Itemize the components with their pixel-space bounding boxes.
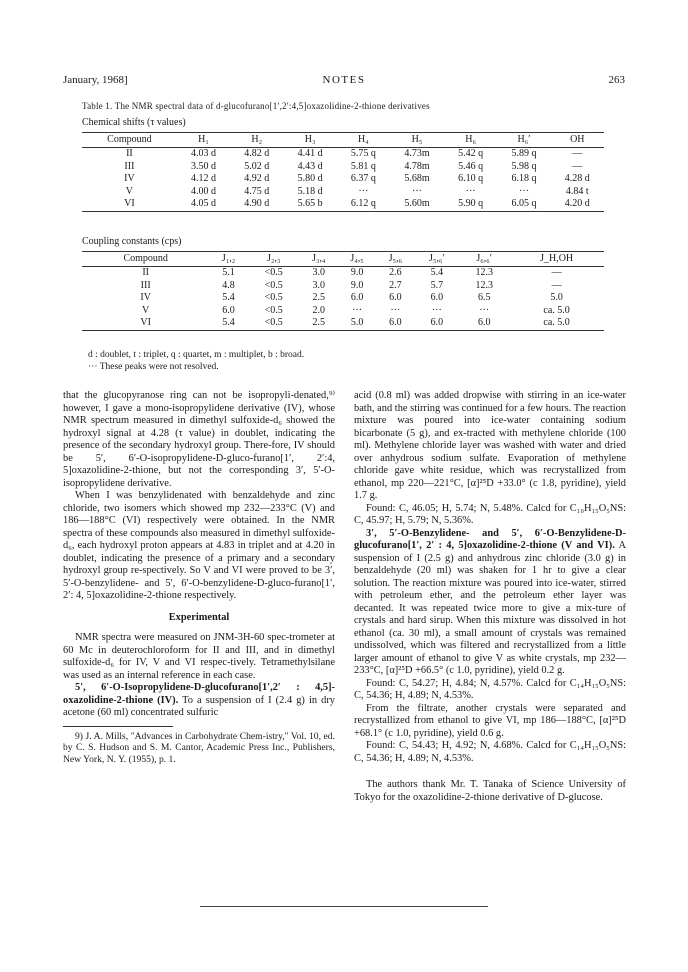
compound-cell: IV xyxy=(140,292,151,304)
value-cell: 5.0 xyxy=(550,292,563,304)
value-cell: <0.5 xyxy=(264,267,283,279)
value-cell: 6.0 xyxy=(389,292,402,304)
value-cell: ··· xyxy=(479,304,490,316)
value-cell: — xyxy=(551,279,562,291)
left-column xyxy=(63,390,335,765)
value-cell: 6.05 q xyxy=(497,198,550,211)
value-cell: 5.4 xyxy=(222,292,235,304)
coupling-column-header: J₁,₂ xyxy=(209,252,247,267)
analysis-line: Found: C, 54.43; H, 4.92; N, 4.68%. Calcd for C₁₄H₁₅O₅NS: C, 54.36; H, 4.89; N, 4.53%. xyxy=(354,740,626,764)
compound-cell: V xyxy=(125,185,134,197)
value-cell: 5.81 q xyxy=(350,160,376,172)
value-cell: 4.00 d xyxy=(190,185,216,197)
value-cell: ··· xyxy=(518,185,529,197)
paragraph-text: A suspension of I (2.5 g) and anhydrous zinc chloride (3.0 g) in benzaldehyde (20 ml) was shaken for 1 hr to give a clear solution. The reaction mixture was poured into ice-water, stirred with petroleum ether, and the petroleum ether layer was decanted. It was repeated twice more to give a mix-ture of crystals and hard sirup. When this mixture was dissolved in hot ethanol (ca. 30 ml), a small amount of crystals was remained undissolved, which was filtered and recrystallized from a little larger amount of ethanol to give V as white crystals, mp 232—233°C, [α]²⁵D +66.5° (c 1.0, pyridine), yield 0.2 g. xyxy=(354,540,626,676)
value-cell: 5.1 xyxy=(222,267,235,279)
value-cell: <0.5 xyxy=(264,304,283,316)
value-cell: 4.41 d xyxy=(297,148,323,160)
value-cell: <0.5 xyxy=(264,292,283,304)
value-cell: 6.18 q xyxy=(511,173,537,185)
value-cell: 5.89 q xyxy=(511,148,537,160)
value-cell: 5.42 q xyxy=(458,148,484,160)
value-cell: 9.0 xyxy=(350,267,364,279)
value-cell: 4.73m xyxy=(404,148,430,160)
body-paragraph: acid (0.8 ml) was added dropwise with stirring in an ice-water bath, and the stirring was continued for a few hours. The reaction mixture was poured into ice-water containing sodium bicarbonate (5 g), and ex-tracted with methylene chloride (100 ml). Methylene chloride layer was washed with water and dried over anhydrous sodium sulfate. Evaporation of methylene chloride gave white residue, which was recrystallized from ethanol, mp 220—221°C, [α]²⁵D +33.0° (c 1.8, pyridine), yield 1.7 g. xyxy=(354,390,626,501)
value-cell: 4.12 d xyxy=(190,173,216,185)
compound-cell: III xyxy=(140,279,151,291)
value-cell: 6.12 q xyxy=(337,198,390,211)
body-paragraph: NMR spectra were measured on JNM-3H-60 spec-trometer at 60 Mc in deuterochloroform for II and III, and in dimethyl sulfoxide-d₆ for IV, V and VI respec-tively. Tetramethylsilane was used as an internal reference in each case. xyxy=(63,632,335,681)
value-cell: ··· xyxy=(412,185,423,197)
value-cell: 4.75 d xyxy=(244,185,270,197)
compound-cell: V xyxy=(142,304,150,316)
table-row xyxy=(82,292,604,305)
value-cell: — xyxy=(551,267,562,279)
value-cell: 4.20 d xyxy=(551,198,604,211)
value-cell: — xyxy=(572,148,583,160)
shift-column-header: H₄ xyxy=(337,133,390,148)
compound-cell: III xyxy=(124,160,135,172)
value-cell: 5.18 d xyxy=(297,185,323,197)
value-cell: 6.0 xyxy=(376,317,414,330)
value-cell: 4.03 d xyxy=(190,148,216,160)
footnote: 9) J. A. Mills, "Advances in Carbohydrate Chem-istry," Vol. 10, ed. by C. S. Hudson and S. M. Cantor, Academic Press Inc., Publishers, New York, N. Y. (1955), p. 1. xyxy=(63,730,335,765)
table-row xyxy=(82,305,604,318)
value-cell: 12.3 xyxy=(475,267,493,279)
footnote-rule xyxy=(63,726,173,727)
value-cell: 4.28 d xyxy=(564,173,590,185)
value-cell: 5.75 q xyxy=(350,148,376,160)
table-note-abbrev: d : doublet, t : triplet, q : quartet, m : multiplet, b : broad. xyxy=(88,350,305,360)
value-cell: 5.7 xyxy=(430,279,444,291)
value-cell: 6.5 xyxy=(477,292,491,304)
value-cell: 5.98 q xyxy=(511,160,537,172)
value-cell: 5.90 q xyxy=(444,198,497,211)
value-cell: — xyxy=(572,160,583,172)
body-paragraph xyxy=(354,528,626,678)
paragraph-text: To a suspension of I (2.4 g) in dry acetone (60 ml) concentrated sulfuric xyxy=(63,694,335,718)
shift-column-header: H₆′ xyxy=(497,133,550,148)
header-date: January, 1968] xyxy=(63,74,128,86)
page-number: 263 xyxy=(608,74,625,86)
running-header xyxy=(63,74,625,90)
table-row xyxy=(82,317,604,330)
value-cell: 5.68m xyxy=(404,173,430,185)
value-cell: ··· xyxy=(431,304,442,316)
table-row xyxy=(82,161,604,174)
coupling-column-header: J₅,₆ xyxy=(376,252,414,267)
table-note-unresolved: ··· These peaks were not resolved. xyxy=(88,362,219,372)
value-cell: 4.82 d xyxy=(244,148,270,160)
value-cell: ··· xyxy=(390,304,401,316)
value-cell: 6.0 xyxy=(430,292,444,304)
analysis-line: Found: C, 54.27; H, 4.84; N, 4.57%. Calcd for C₁₄H₁₅O₅NS: C, 54.36; H, 4.89; N, 4.53%. xyxy=(354,677,626,701)
shift-column-header: Compound xyxy=(82,133,177,148)
compound-cell: IV xyxy=(124,173,135,185)
value-cell: ca. 5.0 xyxy=(543,304,570,316)
shifts-label: Chemical shifts (τ values) xyxy=(82,117,186,128)
value-cell: 6.0 xyxy=(350,292,364,304)
value-cell: <0.5 xyxy=(264,279,283,291)
body-paragraph: From the filtrate, another crystals were separated and recrystallized from ethanol to give VI, mp 186—188°C, [α]²⁵D +68.1° (c 1.0, pyridine), yield 0.6 g. xyxy=(354,702,626,739)
value-cell: 6.0 xyxy=(222,304,235,316)
body-paragraph: that the glucopyranose ring can not be isopropyli-denated,⁹⁾ however, I gave a mono-isopropylidene derivative (IV), whose NMR spectrum measured in dimethyl sulfoxide-d₆ showed the hydroxyl signal at 4.28 (τ value) in doublet, indicating the presence of the secondary hydroxyl group. There-fore, IV should be 5′, 6′-O-isopropylidene-D-gluco-furano[1′, 2′:4, 5]oxazolidine-2-thione, but not the corresponding 3′, 5′-O-isopropylidene derivative. xyxy=(63,390,335,489)
chemical-shift-table xyxy=(82,132,604,212)
compound-cell: II xyxy=(126,148,133,160)
table-row xyxy=(82,198,604,211)
shift-column-header: H₆ xyxy=(444,133,497,148)
value-cell: 6.10 q xyxy=(458,173,484,185)
value-cell: 4.84 t xyxy=(565,185,589,197)
value-cell: 9.0 xyxy=(350,279,364,291)
value-cell: ··· xyxy=(358,185,369,197)
value-cell: 5.02 d xyxy=(244,160,270,172)
value-cell: ··· xyxy=(465,185,476,197)
value-cell: 2.6 xyxy=(389,267,402,279)
body-paragraph xyxy=(63,682,335,720)
table-row xyxy=(82,267,604,280)
value-cell: 5.0 xyxy=(338,317,376,330)
value-cell: 3.0 xyxy=(312,279,326,291)
value-cell: 4.43 d xyxy=(297,160,323,172)
coupling-column-header: J₅,₆′ xyxy=(415,252,460,267)
right-column xyxy=(354,390,626,804)
coupling-constant-table xyxy=(82,251,604,331)
compound-heading: 5′, 6′-O-Isopropylidene-D-glucofurano[1′,2′ : 4,5]-oxazolidine-2-thione (IV). xyxy=(63,682,335,706)
shift-column-header: H₁ xyxy=(177,133,230,148)
value-cell: 3.0 xyxy=(312,267,326,279)
coupling-column-header: J_H,OH xyxy=(509,252,604,267)
coupling-column-header: J₂,₃ xyxy=(248,252,300,267)
coupling-column-header: J₃,₄ xyxy=(300,252,338,267)
value-cell: 2.7 xyxy=(389,279,402,291)
table-row xyxy=(82,148,604,161)
table-row xyxy=(82,280,604,293)
value-cell: 2.0 xyxy=(312,304,326,316)
value-cell: 6.0 xyxy=(415,317,460,330)
value-cell: 4.90 d xyxy=(230,198,283,211)
value-cell: ··· xyxy=(352,304,363,316)
value-cell: 12.3 xyxy=(475,279,493,291)
value-cell: 6.0 xyxy=(459,317,509,330)
value-cell: 5.80 d xyxy=(297,173,323,185)
body-paragraph: When I was benzylidenated with benzaldehyde and zinc chloride, two isomers which showed mp 232—233°C (V) and 186—188°C (VI) respectively were obtained. In the NMR spectra of these compounds also measured in dimethyl sulfoxide-d₆, each hydroxyl proton appears at 4.83 in triplet and at 4.20 in doublet, indicating the presence of a primary and a secondary hydroxyl group re-spectively. So V and VI were proved to be 3′, 5′-O-benzylidene- and 5′, 6′-O-benzylidene-D-gluco-furano[1′, 2′: 4, 5]oxazolidine-2-thione respectively. xyxy=(63,490,335,601)
compound-cell: VI xyxy=(82,317,209,330)
coupling-label: Coupling constants (cps) xyxy=(82,236,182,247)
value-cell: 3.50 d xyxy=(190,160,216,172)
analysis-line: Found: C, 46.05; H, 5.74; N, 5.48%. Calcd for C₁₀H₁₅O₅NS: C, 45.97; H, 5.79; N, 5.36%. xyxy=(354,502,626,526)
acknowledgment: The authors thank Mr. T. Tanaka of Science University of Tokyo for the oxazolidine-2-thione derivative of D-glucose. xyxy=(354,779,626,803)
table-notes xyxy=(88,349,304,373)
value-cell: ca. 5.0 xyxy=(509,317,604,330)
header-section: NOTES xyxy=(322,74,366,86)
shift-column-header: H₅ xyxy=(390,133,444,148)
bottom-rule xyxy=(200,906,488,907)
value-cell: 4.05 d xyxy=(177,198,230,211)
compound-heading: 3′, 5′-O-Benzylidene- and 5′, 6′-O-Benzylidene-D-glucofurano[1′, 2′ : 4, 5]oxazolidine-2-thione (V and VI). xyxy=(354,527,626,551)
coupling-column-header: J₄,₅ xyxy=(338,252,376,267)
value-cell: 5.65 b xyxy=(283,198,336,211)
value-cell: 5.60m xyxy=(390,198,444,211)
value-cell: 2.5 xyxy=(312,292,326,304)
shift-column-header: OH xyxy=(551,133,604,148)
value-cell: 5.4 xyxy=(430,267,444,279)
coupling-column-header: J₆,₆′ xyxy=(459,252,509,267)
value-cell: 5.4 xyxy=(209,317,247,330)
shift-column-header: H₂ xyxy=(230,133,283,148)
compound-cell: II xyxy=(142,267,149,279)
coupling-column-header: Compound xyxy=(82,252,209,267)
table-row xyxy=(82,173,604,186)
value-cell: 5.46 q xyxy=(458,160,484,172)
shift-column-header: H₃ xyxy=(283,133,336,148)
value-cell: 4.92 d xyxy=(244,173,270,185)
value-cell: 2.5 xyxy=(300,317,338,330)
table-caption: Table 1. The NMR spectral data of d-glucofurano[1′,2′:4,5]oxazolidine-2-thione derivatives xyxy=(82,101,430,111)
value-cell: 4.78m xyxy=(404,160,430,172)
value-cell: 6.37 q xyxy=(350,173,376,185)
value-cell: 4.8 xyxy=(222,279,235,291)
compound-cell: VI xyxy=(82,198,177,211)
table-row xyxy=(82,186,604,199)
section-heading-experimental: Experimental xyxy=(168,611,230,623)
value-cell: <0.5 xyxy=(248,317,300,330)
